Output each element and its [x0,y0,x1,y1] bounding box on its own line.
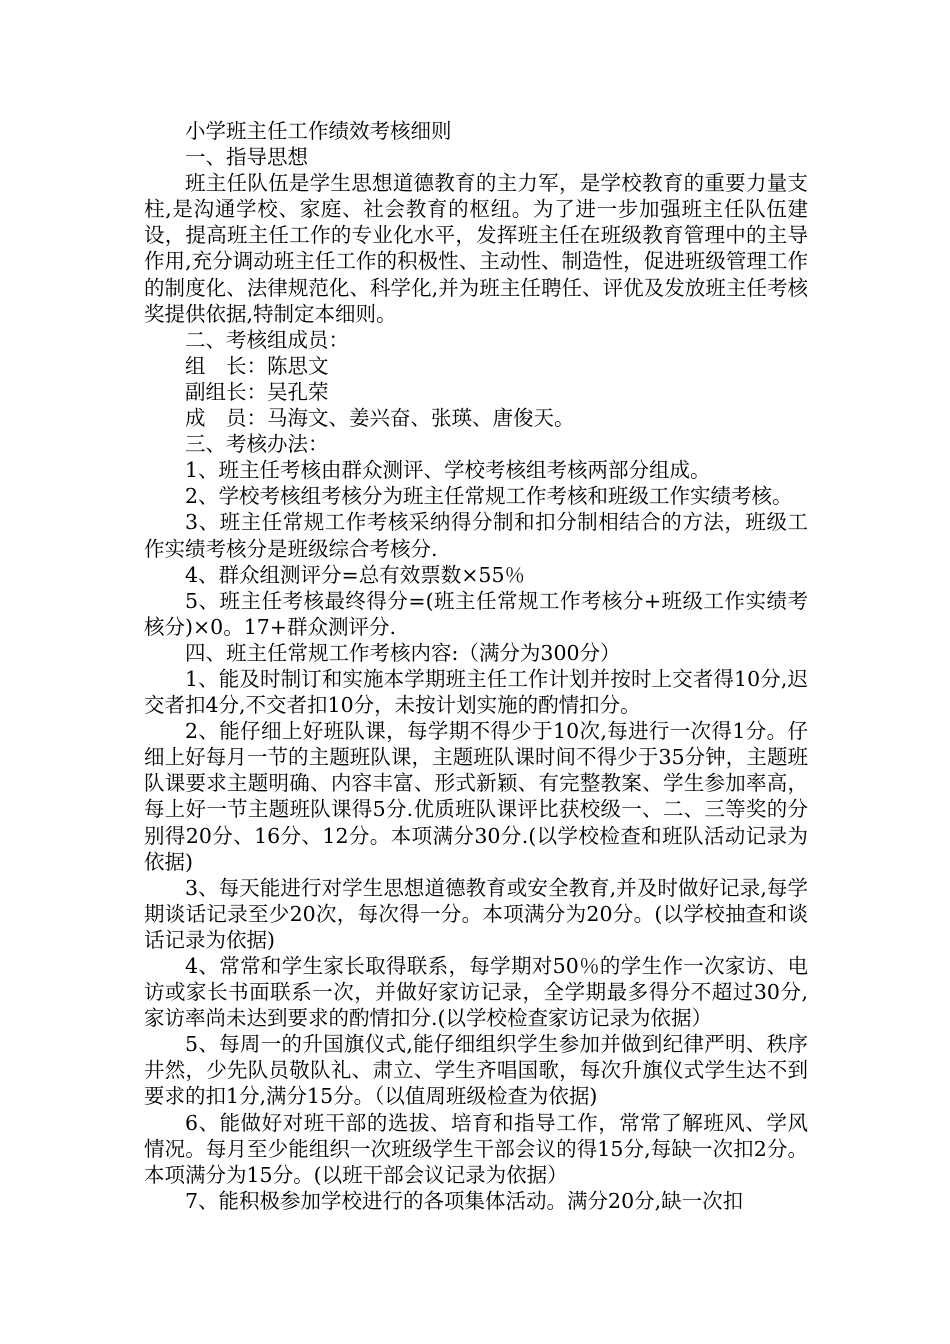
section-heading-method: 三、考核办法： [185,432,329,457]
content-item-2: 2、能仔细上好班队课，每学期不得少于10次,每进行一次得1分。仔细上好每月一节的主题班队课，主题班队课时间不得少于35分钟，主题班队课要求主题明确、内容丰富、形式新颖、有完整教案、学生参加率高，每上好一节主题班队课得5分.优质班队课评比获校级一、二、三等奖的分别得20分、16分、12分。本项满分30分.(以学校检查和班队活动记录为依据) [144,719,808,874]
document-page [144,118,808,1214]
content-item-7: 7、能积极参加学校进行的各项集体活动。满分20分,缺一次扣 [185,1188,744,1213]
method-item-2: 2、学校考核组考核分为班主任常规工作考核和班级工作实绩考核。 [185,484,793,509]
member-list: 成 员：马海文、姜兴奋、张瑛、唐俊天。 [185,406,575,431]
section-heading-guiding-thought: 一、指导思想 [185,145,308,170]
content-item-5: 5、每周一的升国旗仪式,能仔细组织学生参加并做到纪律严明、秩序井然，少先队员敬队礼、肃立、学生齐唱国歌，每次升旗仪式学生达不到要求的扣1分,满分15分。（以值周班级检查为依据) [144,1032,808,1109]
content-item-6: 6、能做好对班干部的选拔、培育和指导工作，常常了解班风、学风情况。每月至少能组织一次班级学生干部会议的得15分,每缺一次扣2分。本项满分为15分。(以班干部会议记录为依据） [144,1110,808,1187]
member-deputy-leader: 副组长：吴孔荣 [185,379,329,404]
method-item-4: 4、群众组测评分=总有效票数×55％ [185,562,525,587]
method-item-1: 1、班主任考核由群众测评、学校考核组考核两部分组成。 [185,458,711,483]
content-item-4: 4、常常和学生家长取得联系，每学期对50％的学生作一次家访、电访或家长书面联系一次，并做好家访记录，全学期最多得分不超过30分,家访率尚未达到要求的酌情扣分.(以学校检查家访记录为依据） [144,954,808,1031]
method-item-3: 3、班主任常规工作考核采纳得分制和扣分制相结合的方法，班级工作实绩考核分是班级综合考核分. [144,510,808,561]
method-item-5: 5、班主任考核最终得分=(班主任常规工作考核分+班级工作实绩考核分)×0。17+群众测评分. [144,588,808,639]
content-item-3: 3、每天能进行对学生思想道德教育或安全教育,并及时做好记录,每学期谈话记录至少20次，每次得一分。本项满分为20分。(以学校抽查和谈话记录为依据) [144,875,808,952]
section-heading-content: 四、班主任常规工作考核内容:（满分为300分） [185,640,621,665]
content-item-1: 1、能及时制订和实施本学期班主任工作计划并按时上交者得10分,迟交者扣4分,不交者扣10分，未按计划实施的酌情扣分。 [144,666,808,718]
member-leader: 组 长：陈思文 [185,353,329,378]
body-paragraph: 班主任队伍是学生思想道德教育的主力军，是学校教育的重要力量支柱,是沟通学校、家庭、社会教育的枢纽。为了进一步加强班主任队伍建设，提高班主任工作的专业化水平，发挥班主任在班级教育管理中的主导作用,充分调动班主任工作的积极性、主动性、制造性，促进班级管理工作的制度化、法律规范化、科学化,并为班主任聘任、评优及发放班主任考核奖提供依据,特制定本细则。 [144,171,808,326]
section-heading-members: 二、考核组成员： [185,327,349,352]
document-title: 小学班主任工作绩效考核细则 [185,119,452,143]
